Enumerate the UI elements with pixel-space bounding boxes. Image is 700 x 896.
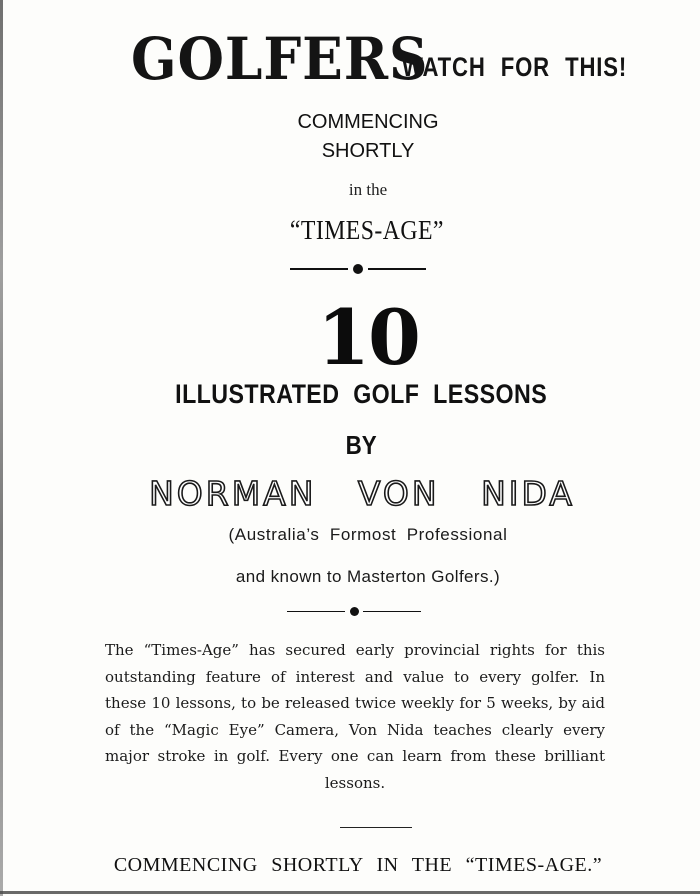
- commencing-line-1: COMMENCING: [297, 111, 439, 133]
- lessons-title: ILLUSTRATED GOLF LESSONS: [175, 379, 548, 409]
- by-text: BY: [345, 430, 377, 460]
- body-line: lessons.: [324, 773, 386, 792]
- page-edge-left: [0, 0, 3, 896]
- paper-name: “TIMES-AGE”: [289, 215, 444, 245]
- body-line: major stroke in golf. Every one can learn from these brilliant: [105, 747, 605, 765]
- divider-dot: [350, 607, 359, 616]
- divider-dot: [353, 264, 363, 274]
- lesson-count: 10: [317, 293, 419, 382]
- short-rule: [340, 827, 412, 828]
- ornament-divider-small: [287, 605, 421, 619]
- body-line: these 10 lessons, to be released twice weekly for 5 weeks, by aid: [105, 694, 605, 712]
- body-line: The “Times-Age” has secured early provincial rights for this: [105, 641, 605, 659]
- headline-row: [0, 26, 700, 96]
- body-line: outstanding feature of interest and value to every golfer. In: [105, 667, 605, 686]
- body-line: of the “Magic Eye” Camera, Von Nida teaches clearly every: [105, 720, 605, 739]
- in-the-text: in the: [348, 180, 388, 199]
- commencing-line-2: SHORTLY: [321, 140, 415, 162]
- headline: GOLFERS: [131, 25, 429, 93]
- author-name: NORMAN VON NIDA: [149, 474, 575, 513]
- page-edge-bottom: [0, 891, 700, 894]
- author-note-line-2: and known to Masterton Golfers.): [235, 567, 501, 586]
- body-paragraph: [105, 637, 605, 796]
- footer-text: COMMENCING SHORTLY IN THE “TIMES-AGE.”: [113, 854, 603, 876]
- ornament-divider: [290, 262, 426, 276]
- author-note-line-1: (Australia’s Formost Professional: [228, 525, 508, 544]
- subheadline: WATCH FOR THIS!: [402, 52, 628, 82]
